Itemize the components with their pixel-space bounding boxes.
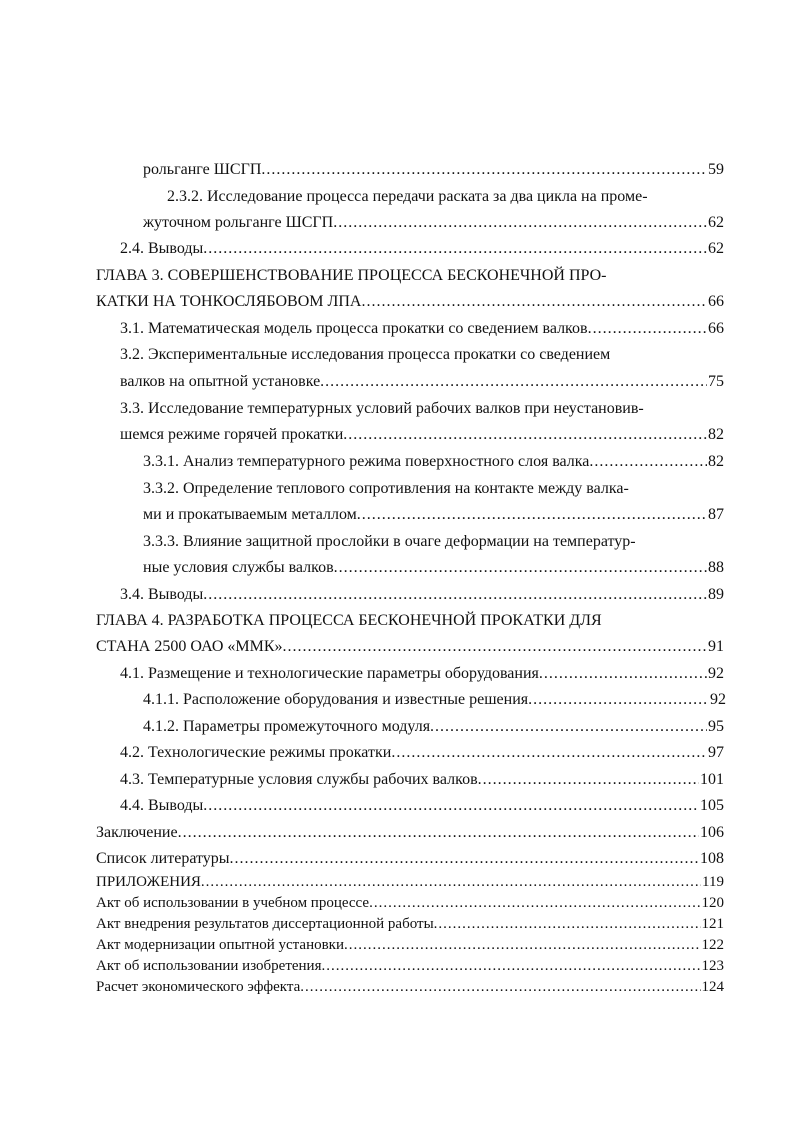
toc-entry	[96, 956, 724, 977]
toc-entry-line: 3.3.3. Влияние защитной прослойки в очаге деформации на температур-	[143, 533, 636, 550]
toc-entry-title: 4.1. Размещение и технологические параметры оборудования	[120, 665, 539, 682]
toc-entry-title: 3.4. Выводы	[120, 586, 204, 603]
toc-entry	[96, 872, 724, 893]
toc-chapter	[96, 289, 724, 315]
toc-page-number: 95	[708, 718, 724, 735]
toc-entry	[120, 316, 724, 342]
toc-page-number: 82	[708, 426, 724, 443]
toc-entry	[120, 236, 724, 262]
toc-page-number: 124	[701, 979, 724, 995]
toc-page-number: 82	[708, 453, 724, 470]
toc-entry	[143, 502, 724, 528]
toc-entry	[120, 422, 724, 448]
toc-page-number: 89	[708, 586, 724, 603]
toc-page-number: 119	[702, 874, 724, 890]
dot-leader	[588, 316, 707, 342]
toc-entry	[143, 555, 724, 581]
toc-entry-title: СТАНА 2500 ОАО «ММК»	[96, 638, 283, 655]
toc-entry-title: жуточном рольганге ШСГП	[143, 214, 334, 231]
toc-entry-title: 3.1. Математическая модель процесса прокатки со сведением валков	[120, 320, 588, 337]
toc-entry-title: КАТКИ НА ТОНКОСЛЯБОВОМ ЛПА	[96, 293, 362, 310]
dot-leader	[434, 914, 701, 935]
toc-page-number: 108	[700, 850, 724, 867]
dot-leader	[528, 687, 709, 713]
toc-page-number: 92	[708, 665, 724, 682]
toc-entry	[120, 793, 724, 819]
toc-entry-title: ми и прокатываемым металлом	[143, 506, 357, 523]
toc-page-number: 122	[701, 937, 724, 953]
toc-entry	[120, 582, 724, 608]
dot-leader	[300, 977, 700, 998]
toc-page-number: 121	[701, 916, 724, 932]
toc-page-number: 88	[708, 559, 724, 576]
toc-entry-title: 4.2. Технологические режимы прокатки	[120, 744, 392, 761]
toc-entry-title: 4.1.1. Расположение оборудования и известные решения	[143, 691, 529, 708]
toc-page-number: 62	[708, 214, 724, 231]
toc-entry	[143, 449, 724, 475]
toc-entry-title: Заключение	[96, 824, 178, 841]
toc-page-number: 123	[701, 958, 724, 974]
toc-page-number: 62	[708, 240, 724, 257]
toc-page-number: 59	[708, 161, 724, 178]
toc-chapter	[96, 634, 724, 660]
toc-entry	[96, 820, 724, 846]
dot-leader	[201, 872, 701, 893]
dot-leader	[391, 740, 707, 766]
toc-entry-title: шемся режиме горячей прокатки	[120, 426, 344, 443]
toc-entry	[143, 687, 726, 713]
toc-page-number: 91	[708, 638, 724, 655]
toc-entry-title: 3.3.1. Анализ температурного режима поверхностного слоя валка	[143, 453, 590, 470]
toc-page-number: 87	[708, 506, 724, 523]
toc-entry-title: Расчет экономического эффекта	[96, 979, 301, 995]
toc-entry	[143, 210, 724, 236]
toc-entry-title: Акт внедрения результатов диссертационной работы	[96, 916, 434, 932]
dot-leader	[178, 820, 699, 846]
toc-entry-title: 4.1.2. Параметры промежуточного модуля	[143, 718, 431, 735]
dot-leader	[203, 236, 707, 262]
dot-leader	[321, 956, 700, 977]
toc-entry	[96, 846, 724, 872]
dot-leader	[430, 714, 707, 740]
toc-entry	[120, 767, 724, 793]
dot-leader	[334, 555, 707, 581]
toc-entry-title: Акт об использовании в учебном процессе	[96, 895, 370, 911]
toc-entry	[143, 157, 724, 183]
toc-entry-title: Акт модернизации опытной установки	[96, 937, 344, 953]
toc-entry	[120, 661, 724, 687]
toc-chapter-line: ГЛАВА 4. РАЗРАБОТКА ПРОЦЕССА БЕСКОНЕЧНОЙ ПРОКАТКИ ДЛЯ	[96, 612, 602, 629]
dot-leader	[333, 210, 707, 236]
toc-entry-title: 4.3. Температурные условия службы рабочих валков	[120, 771, 478, 788]
toc-entry	[96, 914, 724, 935]
dot-leader	[261, 157, 707, 183]
toc-page-number: 97	[708, 744, 724, 761]
toc-entry	[143, 714, 724, 740]
dot-leader	[230, 846, 699, 872]
dot-leader	[361, 289, 707, 315]
toc-chapter-line: ГЛАВА 3. СОВЕРШЕНСТВОВАНИЕ ПРОЦЕССА БЕСКОНЕЧНОЙ ПРО-	[96, 267, 607, 284]
toc-entry-title: 4.4. Выводы	[120, 797, 204, 814]
toc-entry-line: 3.3.2. Определение теплового сопротивления на контакте между валка-	[143, 480, 629, 497]
toc-entry-title: Акт об использовании изобретения	[96, 958, 322, 974]
dot-leader	[589, 449, 707, 475]
toc-entry	[96, 935, 724, 956]
dot-leader	[283, 634, 707, 660]
toc-entry	[96, 977, 724, 998]
toc-entry-line: 3.3. Исследование температурных условий рабочих валков при неустановив-	[120, 400, 644, 417]
toc-page-number: 66	[708, 293, 724, 310]
toc-entry-title: ПРИЛОЖЕНИЯ	[96, 874, 201, 890]
toc-page-number: 106	[700, 824, 724, 841]
toc-page-number: 66	[708, 320, 724, 337]
toc-entry-title: 2.4. Выводы	[120, 240, 204, 257]
dot-leader	[320, 369, 707, 395]
dot-leader	[478, 767, 699, 793]
toc-entry	[120, 369, 724, 395]
dot-leader	[343, 422, 707, 448]
dot-leader	[344, 935, 701, 956]
dot-leader	[357, 502, 707, 528]
dot-leader	[203, 793, 699, 819]
toc-page-number: 92	[710, 691, 726, 708]
toc-entry-title: валков на опытной установке	[120, 373, 321, 390]
toc-entry-title: рольганге ШСГП	[143, 161, 262, 178]
toc-entry-line: 3.2. Экспериментальные исследования процесса прокатки со сведением	[120, 346, 611, 363]
toc-entry-title: Список литературы	[96, 850, 230, 867]
toc-page-number: 105	[700, 797, 724, 814]
toc-page-number: 120	[701, 895, 724, 911]
dot-leader	[203, 582, 707, 608]
toc-entry-title: ные условия службы валков	[143, 559, 334, 576]
dot-leader	[539, 661, 707, 687]
toc-entry	[96, 893, 724, 914]
toc-entry	[120, 740, 724, 766]
dot-leader	[369, 893, 700, 914]
toc-page-number: 75	[708, 373, 724, 390]
toc-page-number: 101	[700, 771, 724, 788]
toc-entry-line: 2.3.2. Исследование процесса передачи раската за два цикла на проме-	[167, 188, 648, 205]
